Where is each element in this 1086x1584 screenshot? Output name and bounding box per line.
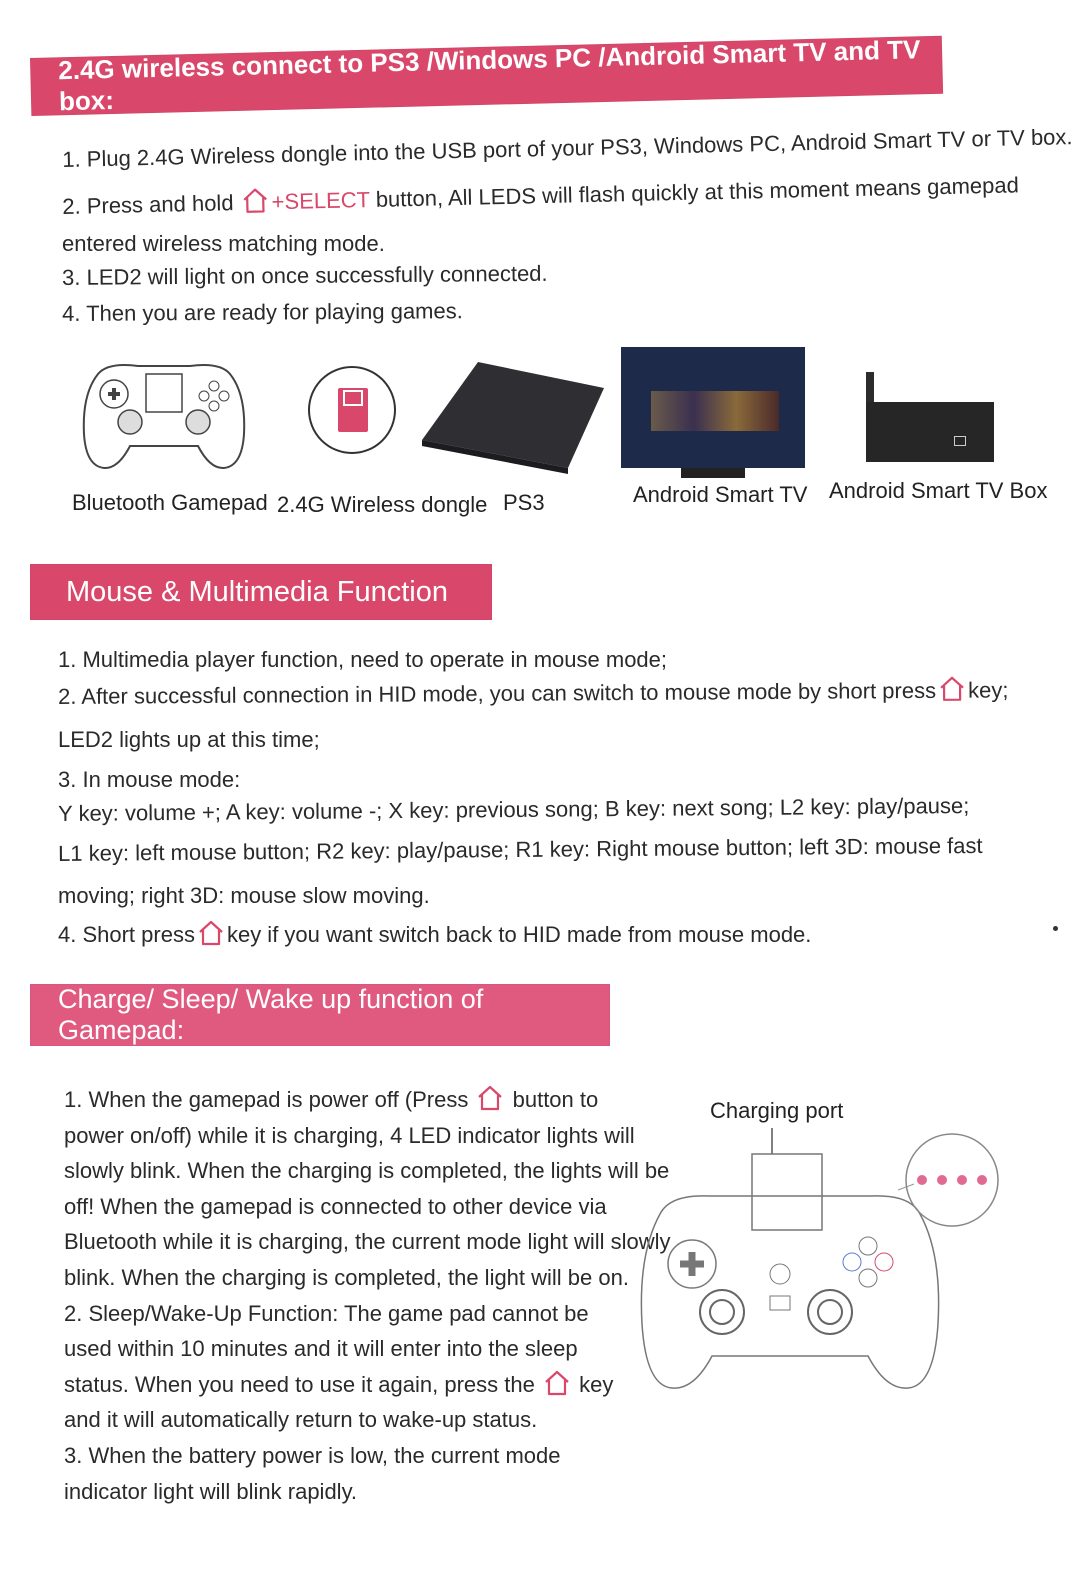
mouse-line-8-post: key if you want switch back to HID made from mouse mode. [226,922,812,947]
caption-tvbox: Android Smart TV Box [829,478,1048,503]
mouse-line-7: moving; right 3D: mouse slow moving. [58,883,430,908]
mouse-line-2 [58,675,1009,710]
mouse-line-3: LED2 lights up at this time; [58,727,320,752]
mouse-line-8-pre: 4. Short press [58,922,195,947]
charge-line-4: off! When the gamepad is connected to other device via [64,1193,607,1219]
gamepad-diagram [630,1124,1010,1404]
charge-paragraph [64,1082,671,1509]
mouse-line-2-pre: 2. After successful connection in HID mode, you can switch to mouse mode by short press [58,677,937,709]
gamepad-image [78,354,250,474]
charge-line-9-post: key [579,1371,614,1397]
charge-line-9 [64,1367,671,1403]
tv-image [621,347,805,468]
home-icon [476,1085,504,1111]
charge-line-9-pre: status. When you need to use it again, press the [64,1371,535,1397]
home-icon [938,676,966,702]
charge-line-1 [64,1082,671,1118]
step-2-post: button, All LEDS will flash quickly at this moment means gamepad [375,172,1020,212]
step-3: 3. LED2 will light on once successfully connected. [62,260,548,290]
mouse-line-8 [58,920,811,949]
charge-line-1-post: button to [512,1087,599,1112]
mouse-line-5: Y key: volume +; A key: volume -; X key: previous song; B key: next song; L2 key: play/pause; [58,793,970,826]
mouse-line-6: L1 key: left mouse button; R2 key: play/pause; R1 key: Right mouse button; left 3D: mouse fast [58,832,983,866]
charging-port-label: Charging port [710,1098,844,1123]
step-2-continued: entered wireless matching mode. [62,231,385,256]
stray-dot [1053,926,1058,931]
charge-line-8: used within 10 minutes and it will enter into the sleep [64,1336,578,1362]
caption-gamepad: Bluetooth Gamepad [72,490,268,515]
tv-thumbnails [651,391,779,431]
mouse-line-4: 3. In mouse mode: [58,767,241,792]
charge-line-11: 3. When the battery power is low, the current mode [64,1442,561,1468]
home-icon [543,1370,571,1396]
charge-line-2: power on/off) while it is charging, 4 LED indicator lights will [64,1122,635,1148]
charge-line-1-pre: 1. When the gamepad is power off (Press [64,1087,469,1112]
home-icon [241,187,270,214]
mouse-line-2-post: key; [967,677,1009,703]
step-4: 4. Then you are ready for playing games. [62,298,463,326]
step-2 [62,170,1019,220]
charge-line-5: Bluetooth while it is charging, the current mode light will slowly [64,1229,671,1255]
step-1: 1. Plug 2.4G Wireless dongle into the USB port of your PS3, Windows PC, Android Smart TV or TV box. [62,124,1073,172]
charge-line-10: and it will automatically return to wake-up status. [64,1407,538,1433]
section-banner-charge [30,984,610,1046]
step-2-pre: 2. Press and hold [62,190,234,219]
charge-line-6: blink. When the charging is completed, the light will be on. [64,1264,629,1290]
charge-line-7: 2. Sleep/Wake-Up Function: The game pad cannot be [64,1300,589,1326]
section-title-wireless: 2.4G wireless connect to PS3 /Windows PC /Android Smart TV and TV box: [57,34,921,117]
tvbox-image [866,402,994,462]
caption-dongle: 2.4G Wireless dongle [277,492,488,517]
section-banner-mouse [30,564,492,620]
caption-ps3: PS3 [503,490,545,515]
ps3-image [418,358,608,474]
select-key-label: +SELECT [271,187,370,215]
section-title-charge: Charge/ Sleep/ Wake up function of Gamepad: [58,984,484,1045]
tvbox-light [954,436,966,446]
dongle-image [308,366,396,454]
mouse-line-1: 1. Multimedia player function, need to operate in mouse mode; [58,647,668,672]
dongle-connector [343,390,363,406]
tv-stand [681,468,745,478]
charge-line-12: indicator light will blink rapidly. [64,1478,358,1504]
section-title-mouse: Mouse & Multimedia Function [66,575,448,608]
home-icon [197,920,225,946]
charge-line-3: slowly blink. When the charging is completed, the lights will be [64,1158,670,1184]
caption-tv: Android Smart TV [633,482,808,507]
section-banner-wireless [30,36,943,116]
